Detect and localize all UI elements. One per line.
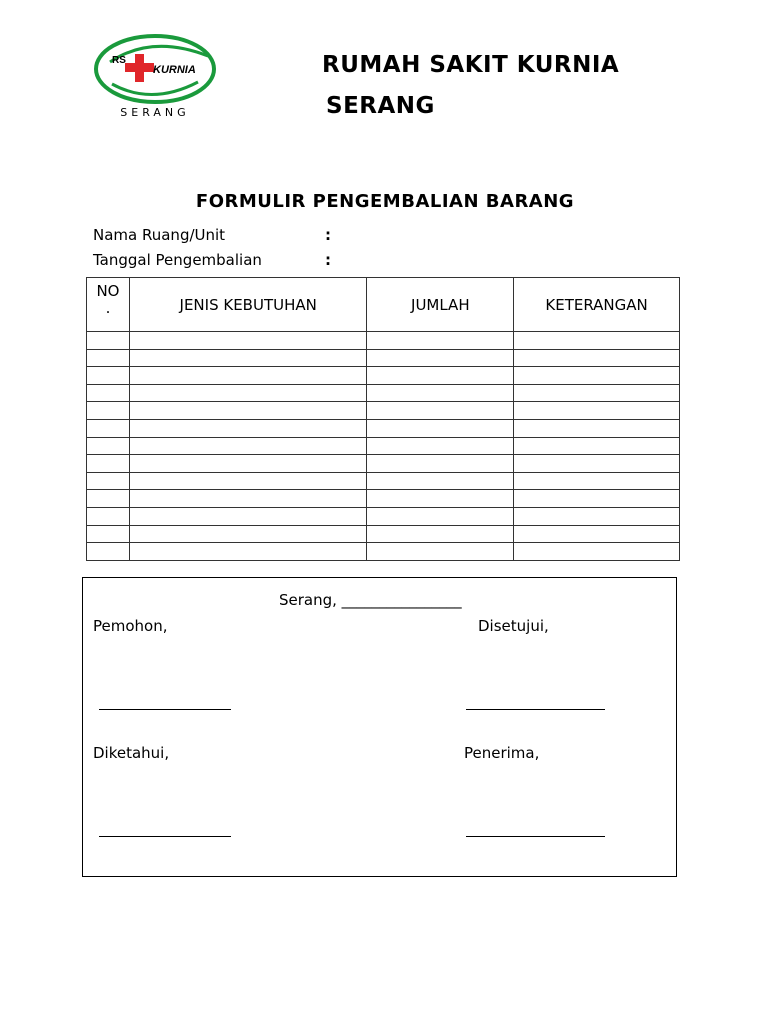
table-cell[interactable]: [367, 543, 514, 561]
table-cell[interactable]: [129, 402, 367, 420]
table-cell[interactable]: [367, 384, 514, 402]
table-cell[interactable]: [367, 367, 514, 385]
hospital-name-line1: RUMAH SAKIT KURNIA: [322, 52, 620, 78]
table-cell[interactable]: [87, 455, 130, 473]
logo-emblem-icon: [90, 32, 220, 124]
field-label-date: Tanggal Pengembalian: [93, 251, 262, 269]
table-cell[interactable]: [514, 472, 680, 490]
table-cell[interactable]: [129, 419, 367, 437]
table-cell[interactable]: [367, 525, 514, 543]
table-cell[interactable]: [87, 507, 130, 525]
column-header-no-text: NO .: [96, 282, 120, 317]
table-row: [87, 419, 680, 437]
table-cell[interactable]: [87, 419, 130, 437]
table-cell[interactable]: [129, 437, 367, 455]
table-row: [87, 437, 680, 455]
table-cell[interactable]: [514, 419, 680, 437]
table-cell[interactable]: [87, 332, 130, 350]
table-body: [87, 332, 680, 561]
table-row: [87, 490, 680, 508]
table-cell[interactable]: [514, 349, 680, 367]
column-header-no: [87, 278, 130, 332]
logo-name-text: KURNIA: [153, 64, 196, 76]
table-row: [87, 402, 680, 420]
place-date-text: Serang, ________________: [279, 591, 462, 609]
table-row: [87, 349, 680, 367]
column-header-jenis: JENIS KEBUTUHAN: [129, 278, 367, 332]
table-row: [87, 507, 680, 525]
table-cell[interactable]: [129, 384, 367, 402]
table-row: [87, 367, 680, 385]
table-cell[interactable]: [367, 472, 514, 490]
table-cell[interactable]: [514, 437, 680, 455]
table-cell[interactable]: [367, 507, 514, 525]
table-cell[interactable]: [514, 332, 680, 350]
column-header-keterangan: KETERANGAN: [514, 278, 680, 332]
table-cell[interactable]: [129, 525, 367, 543]
table-cell[interactable]: [129, 507, 367, 525]
table-cell[interactable]: [514, 384, 680, 402]
table-cell[interactable]: [514, 402, 680, 420]
table-cell[interactable]: [87, 367, 130, 385]
table-cell[interactable]: [129, 543, 367, 561]
table-cell[interactable]: [87, 384, 130, 402]
table-cell[interactable]: [129, 472, 367, 490]
logo-city-text: SERANG: [120, 106, 190, 119]
penerima-label: Penerima,: [464, 744, 540, 762]
table-row: [87, 543, 680, 561]
table-cell[interactable]: [514, 507, 680, 525]
column-header-jumlah: JUMLAH: [367, 278, 514, 332]
field-colon-unit: :: [325, 226, 331, 244]
table-cell[interactable]: [367, 490, 514, 508]
table-cell[interactable]: [514, 490, 680, 508]
diketahui-signature-line: [99, 836, 231, 837]
table-cell[interactable]: [514, 455, 680, 473]
form-title: FORMULIR PENGEMBALIAN BARANG: [195, 191, 575, 212]
table-cell[interactable]: [129, 455, 367, 473]
table-row: [87, 472, 680, 490]
table-cell[interactable]: [87, 402, 130, 420]
table-cell[interactable]: [514, 543, 680, 561]
table-cell[interactable]: [367, 402, 514, 420]
disetujui-label: Disetujui,: [478, 617, 549, 635]
table-row: [87, 332, 680, 350]
table-cell[interactable]: [514, 367, 680, 385]
hospital-name-line2: SERANG: [326, 93, 435, 119]
logo-rs-text: RS: [112, 55, 126, 66]
field-label-unit: Nama Ruang/Unit: [93, 226, 226, 244]
table-cell[interactable]: [367, 437, 514, 455]
table-cell[interactable]: [87, 472, 130, 490]
table-cell[interactable]: [129, 367, 367, 385]
penerima-signature-line: [466, 836, 605, 837]
table-header-row: [87, 278, 680, 332]
table-cell[interactable]: [87, 525, 130, 543]
diketahui-label: Diketahui,: [93, 744, 170, 762]
table-row: [87, 384, 680, 402]
table-cell[interactable]: [367, 332, 514, 350]
table-row: [87, 525, 680, 543]
table-cell[interactable]: [514, 525, 680, 543]
table-cell[interactable]: [87, 349, 130, 367]
pemohon-signature-line: [99, 709, 231, 710]
items-table: [86, 277, 680, 561]
table-cell[interactable]: [129, 349, 367, 367]
disetujui-signature-line: [466, 709, 605, 710]
table-cell[interactable]: [129, 490, 367, 508]
table-row: [87, 455, 680, 473]
table-cell[interactable]: [367, 419, 514, 437]
field-colon-date: :: [325, 251, 331, 269]
table-cell[interactable]: [87, 437, 130, 455]
table-cell[interactable]: [87, 543, 130, 561]
hospital-logo: [90, 32, 220, 124]
pemohon-label: Pemohon,: [93, 617, 168, 635]
table-cell[interactable]: [367, 455, 514, 473]
signature-box: [82, 577, 677, 877]
table-cell[interactable]: [129, 332, 367, 350]
table-cell[interactable]: [367, 349, 514, 367]
table-cell[interactable]: [87, 490, 130, 508]
